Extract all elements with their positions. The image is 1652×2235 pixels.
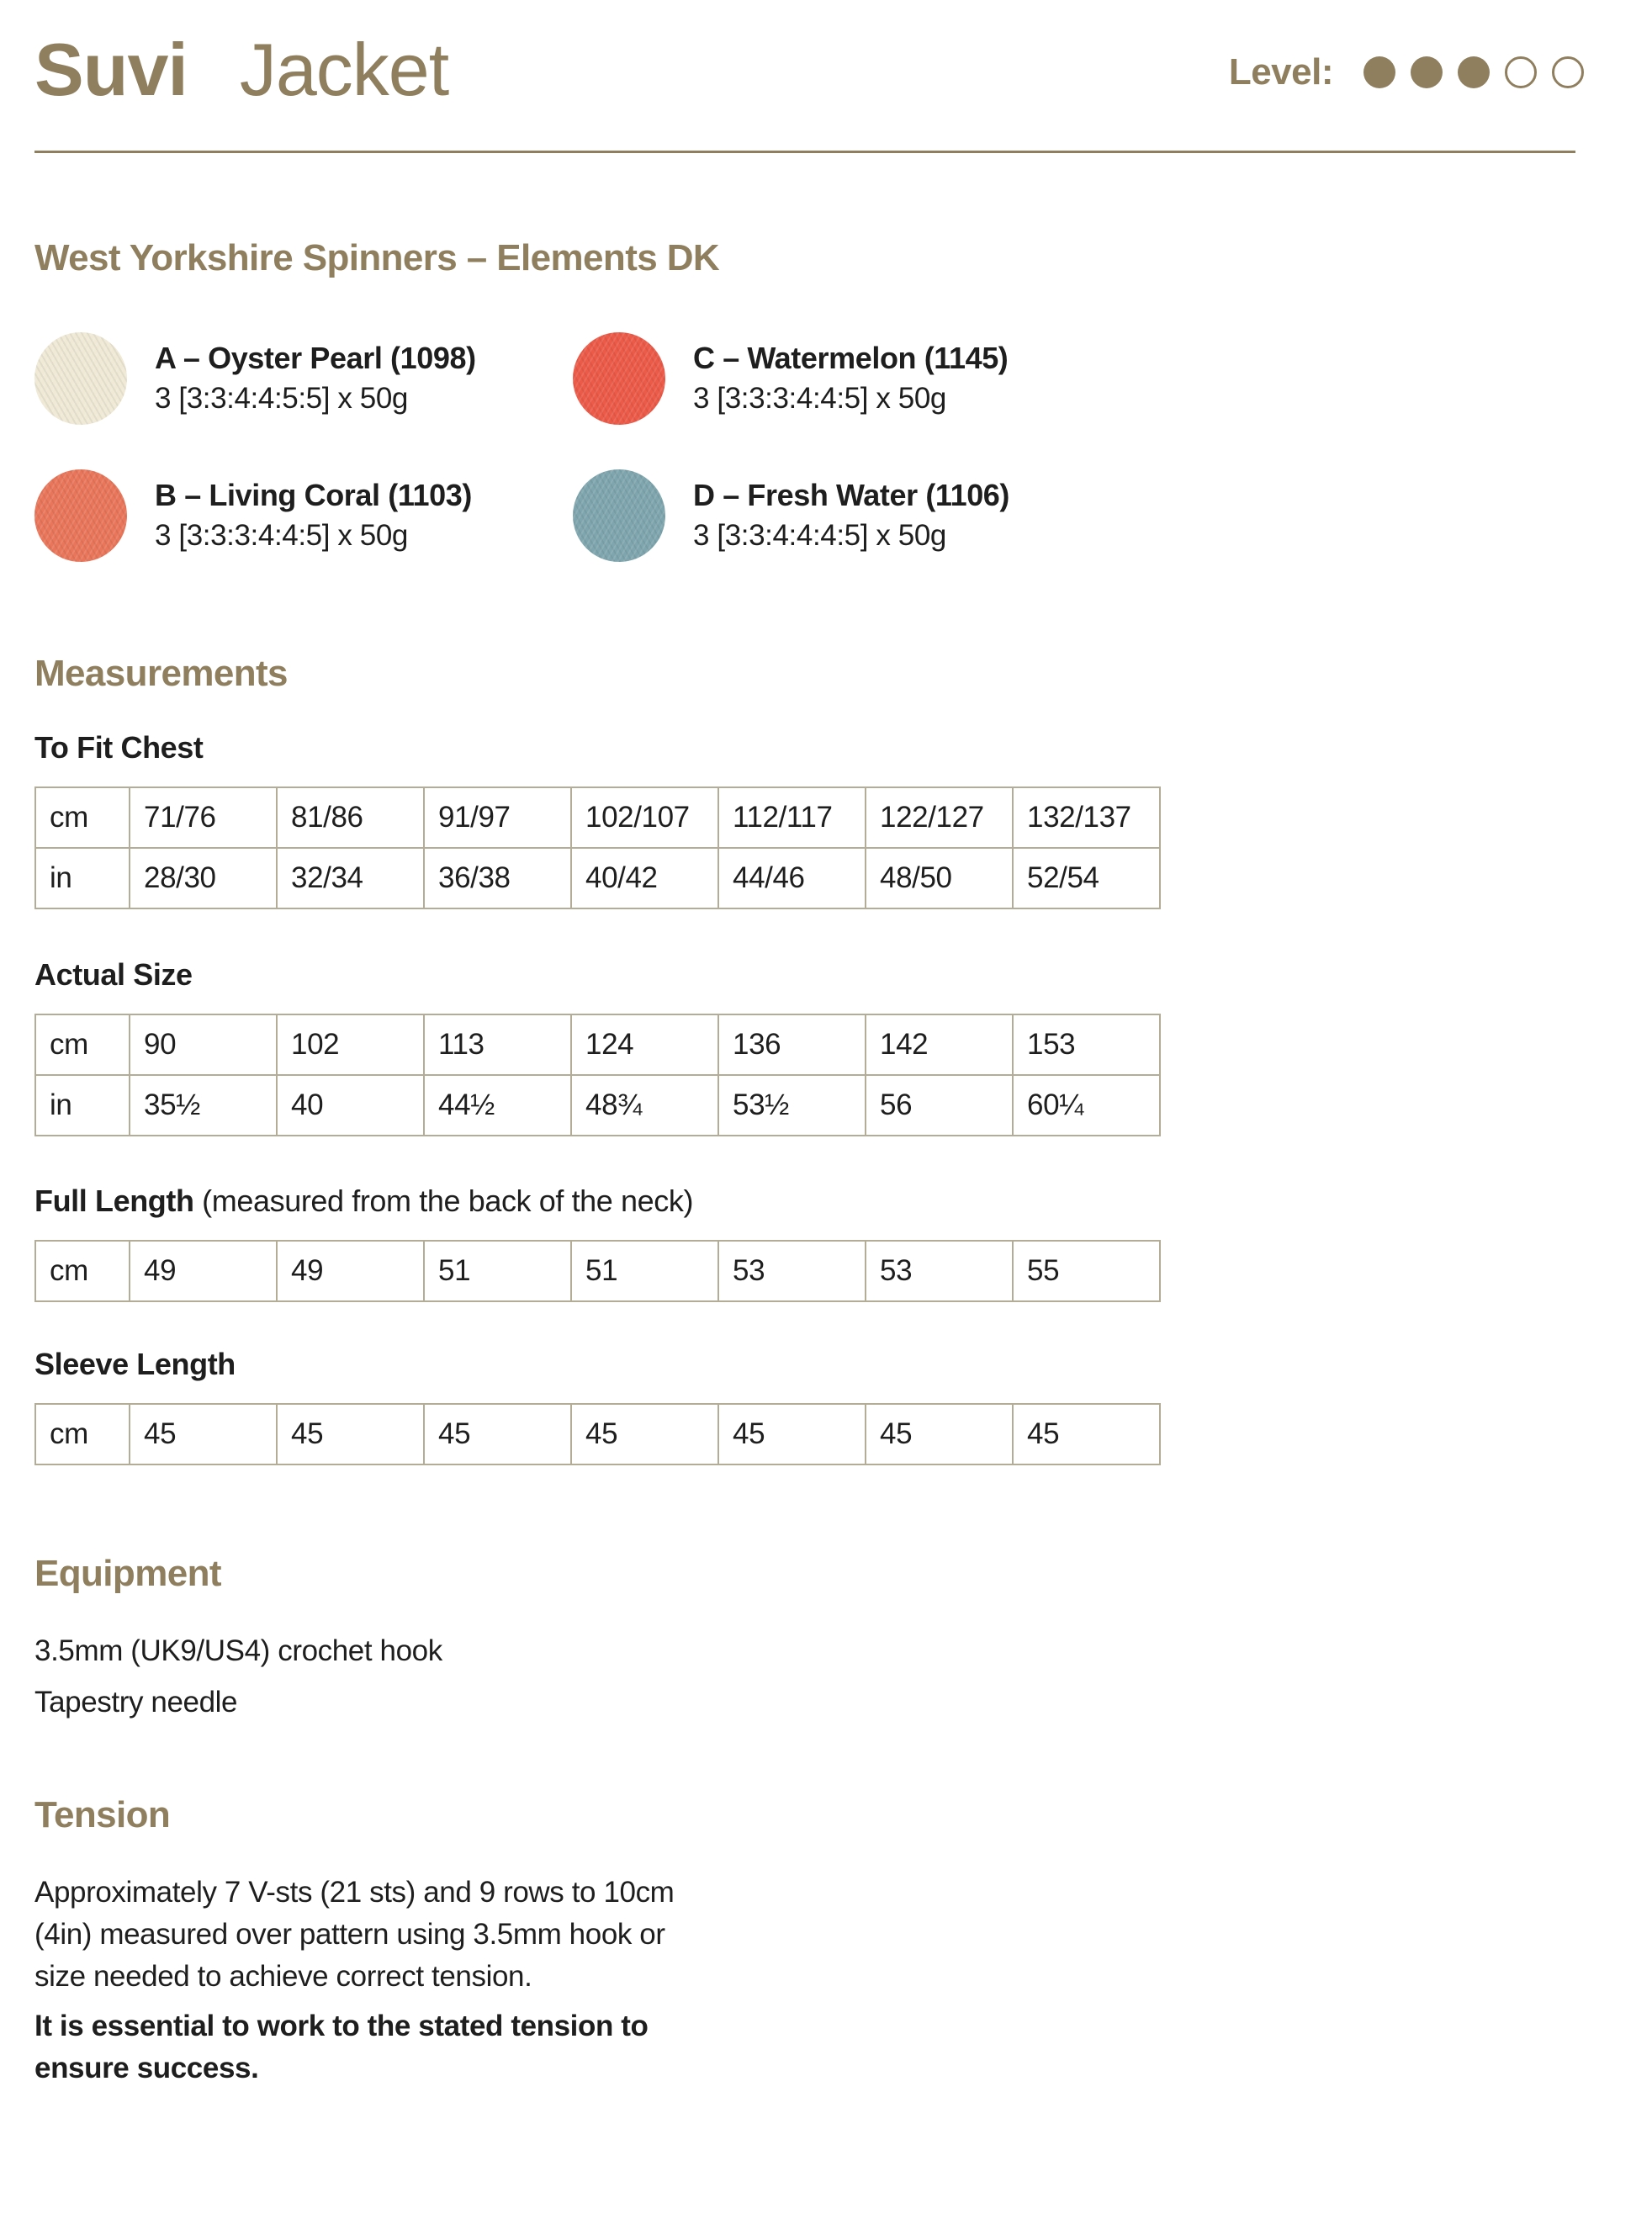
equipment-list <box>34 1630 442 1724</box>
yarn-name: C – Watermelon (1145) <box>693 341 1009 375</box>
table-row <box>35 1075 1160 1136</box>
value-cell: 35½ <box>130 1075 277 1136</box>
tension-line: size needed to achieve correct tension. <box>34 1960 532 1993</box>
table-row <box>35 848 1160 908</box>
tension-line: (4in) measured over pattern using 3.5mm hook or <box>34 1918 665 1951</box>
level-dot-filled-icon <box>1411 56 1443 88</box>
sleeve-length-table <box>34 1403 1161 1465</box>
header-divider <box>34 151 1575 153</box>
tension-heading: Tension <box>34 1794 171 1835</box>
unit-cell: cm <box>35 1014 130 1075</box>
skill-level-label: Level: <box>1228 51 1333 93</box>
value-cell: 44½ <box>424 1075 571 1136</box>
equipment-item: Tapestry needle <box>34 1686 238 1719</box>
value-cell: 36/38 <box>424 848 571 908</box>
yarn-name: D – Fresh Water (1106) <box>693 478 1010 512</box>
value-cell: 132/137 <box>1013 787 1160 848</box>
value-cell: 45 <box>1013 1404 1160 1464</box>
value-cell: 45 <box>424 1404 571 1464</box>
value-cell: 53 <box>718 1241 866 1301</box>
yarn-name: B – Living Coral (1103) <box>155 478 472 512</box>
value-cell: 49 <box>130 1241 277 1301</box>
yarn-quantity: 3 [3:3:3:4:4:5] x 50g <box>155 519 408 552</box>
unit-cell: in <box>35 848 130 908</box>
skill-level-dots <box>1348 56 1584 88</box>
measurements-heading: Measurements <box>34 653 288 694</box>
actual-size-label: Actual Size <box>34 957 193 992</box>
value-cell: 142 <box>866 1014 1013 1075</box>
level-dot-empty-icon <box>1505 56 1537 88</box>
value-cell: 113 <box>424 1014 571 1075</box>
value-cell: 40 <box>277 1075 424 1136</box>
table-row <box>35 1404 1160 1464</box>
value-cell: 102 <box>277 1014 424 1075</box>
unit-cell: cm <box>35 1241 130 1301</box>
value-cell: 136 <box>718 1014 866 1075</box>
unit-cell: in <box>35 1075 130 1136</box>
value-cell: 102/107 <box>571 787 718 848</box>
value-cell: 71/76 <box>130 787 277 848</box>
yarn-swatch-icon <box>573 469 665 562</box>
value-cell: 49 <box>277 1241 424 1301</box>
yarn-quantity: 3 [3:3:3:4:4:5] x 50g <box>693 382 946 415</box>
yarn-item-c <box>573 332 1008 425</box>
table-row <box>35 787 1160 848</box>
value-cell: 53 <box>866 1241 1013 1301</box>
pattern-title <box>34 24 448 116</box>
tension-warning <box>34 2005 674 2089</box>
value-cell: 90 <box>130 1014 277 1075</box>
yarn-heading: West Yorkshire Spinners – Elements DK <box>34 237 720 278</box>
value-cell: 55 <box>1013 1241 1160 1301</box>
value-cell: 60¼ <box>1013 1075 1160 1136</box>
value-cell: 124 <box>571 1014 718 1075</box>
tension-description <box>34 1872 674 2089</box>
value-cell: 51 <box>571 1241 718 1301</box>
tension-warning-line: ensure success. <box>34 2052 259 2084</box>
yarn-item-d <box>573 469 1009 562</box>
tension-line: Approximately 7 V-sts (21 sts) and 9 rows to 10cm <box>34 1876 675 1909</box>
equipment-heading: Equipment <box>34 1553 221 1594</box>
actual-size-table <box>34 1014 1161 1136</box>
value-cell: 48¾ <box>571 1075 718 1136</box>
value-cell: 153 <box>1013 1014 1160 1075</box>
value-cell: 45 <box>866 1404 1013 1464</box>
value-cell: 48/50 <box>866 848 1013 908</box>
table-row <box>35 1241 1160 1301</box>
pattern-title-name: Suvi <box>34 28 188 111</box>
value-cell: 45 <box>277 1404 424 1464</box>
value-cell: 28/30 <box>130 848 277 908</box>
value-cell: 32/34 <box>277 848 424 908</box>
table-row <box>35 1014 1160 1075</box>
full-length-note: (measured from the back of the neck) <box>202 1184 694 1218</box>
value-cell: 44/46 <box>718 848 866 908</box>
full-length-label <box>34 1184 693 1219</box>
value-cell: 40/42 <box>571 848 718 908</box>
unit-cell: cm <box>35 787 130 848</box>
level-dot-filled-icon <box>1363 56 1395 88</box>
full-length-table <box>34 1240 1161 1302</box>
sleeve-length-label: Sleeve Length <box>34 1347 236 1381</box>
value-cell: 122/127 <box>866 787 1013 848</box>
tension-warning-line: It is essential to work to the stated tension to <box>34 2010 649 2042</box>
value-cell: 53½ <box>718 1075 866 1136</box>
yarn-quantity: 3 [3:3:4:4:5:5] x 50g <box>155 382 408 415</box>
value-cell: 81/86 <box>277 787 424 848</box>
level-dot-empty-icon <box>1552 56 1584 88</box>
yarn-swatch-icon <box>34 469 127 562</box>
unit-cell: cm <box>35 1404 130 1464</box>
yarn-item-a <box>34 332 476 425</box>
value-cell: 45 <box>718 1404 866 1464</box>
yarn-swatch-icon <box>573 332 665 425</box>
value-cell: 91/97 <box>424 787 571 848</box>
value-cell: 45 <box>130 1404 277 1464</box>
to-fit-chest-label: To Fit Chest <box>34 730 204 765</box>
pattern-title-garment: Jacket <box>239 28 449 111</box>
level-dot-filled-icon <box>1458 56 1490 88</box>
equipment-item: 3.5mm (UK9/US4) crochet hook <box>34 1634 442 1667</box>
yarn-quantity: 3 [3:3:4:4:4:5] x 50g <box>693 519 946 552</box>
value-cell: 56 <box>866 1075 1013 1136</box>
yarn-item-b <box>34 469 472 562</box>
value-cell: 51 <box>424 1241 571 1301</box>
value-cell: 52/54 <box>1013 848 1160 908</box>
yarn-name: A – Oyster Pearl (1098) <box>155 341 476 375</box>
value-cell: 45 <box>571 1404 718 1464</box>
yarn-swatch-icon <box>34 332 127 425</box>
skill-level-indicator <box>1229 49 1584 96</box>
value-cell: 112/117 <box>718 787 866 848</box>
full-length-title: Full Length <box>34 1184 194 1218</box>
to-fit-chest-table <box>34 786 1161 909</box>
